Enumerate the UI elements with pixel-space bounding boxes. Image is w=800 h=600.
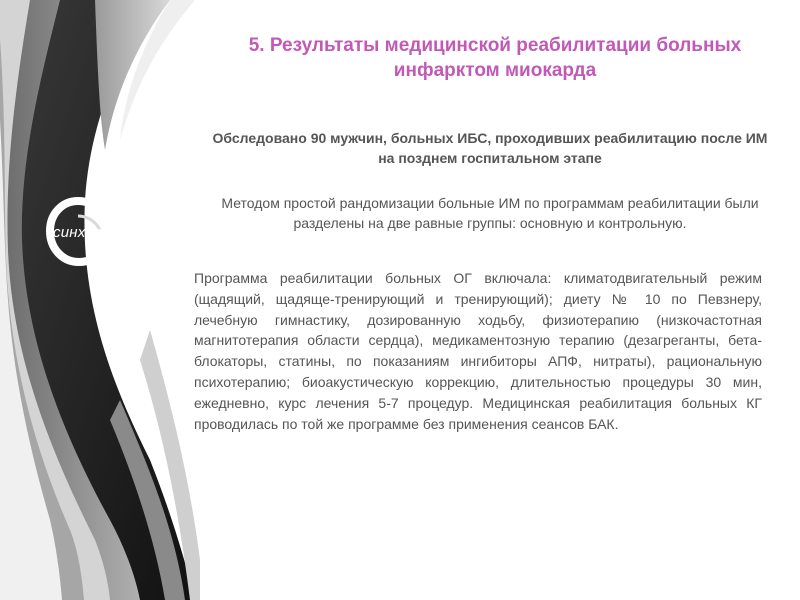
slide-title: 5. Результаты медицинской реабилитации больных инфарктом миокарда: [248, 35, 742, 81]
logo-text: синхро: [53, 224, 103, 241]
decorative-side-art: [0, 0, 200, 600]
program-paragraph: Программа реабилитации больных ОГ включала: климатодвигательный режим (щадящий, щадяще-тренирующий и тренирующий); диету № 10 по Певзнеру, лечебную гимнастику, дозированную ходьбу, физиотерапию (низкочастотная магнитотерапия области сердца), медикаментозную терапию (дезагреганты, бета-блокаторы, статины, по показаниям ингибиторы АПФ, нитраты), рациональную психотерапию; биоакустическую коррекцию, длительностью процедуры 30 мин, ежедневно, курс лечения 5-7 процедур. Медицинская реабилитация больных КГ проводилась по той же программе без применения сеансов БАК.: [194, 270, 762, 432]
study-subtitle: Обследовано 90 мужчин, больных ИБС, проходивших реабилитацию после ИМ на позднем госпитальном этапе: [212, 130, 768, 166]
method-paragraph: Методом простой рандомизации больные ИМ по программам реабилитации были разделены на две равные группы: основную и контрольную.: [221, 195, 759, 231]
